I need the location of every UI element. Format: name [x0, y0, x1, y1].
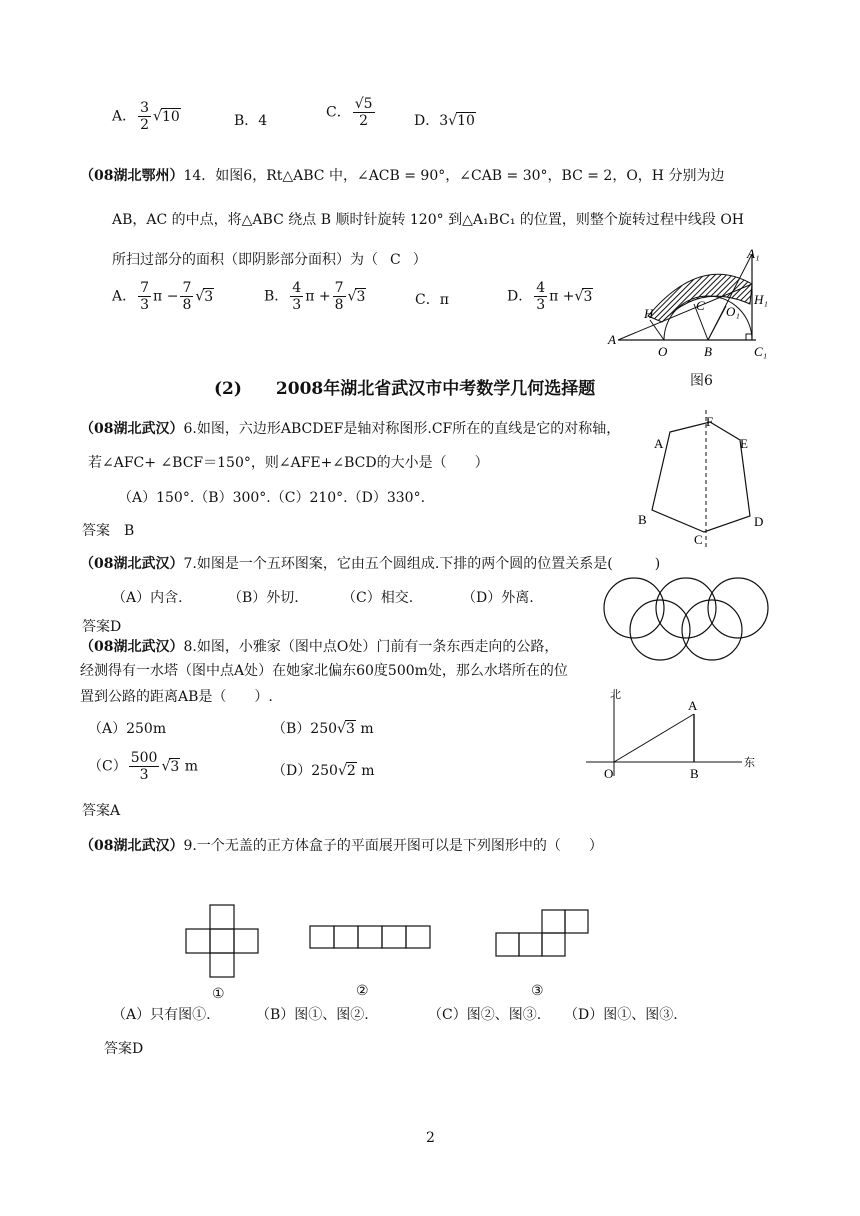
option-label: B． [264, 288, 289, 305]
q8-line2: 经测得有一水塔（图中点A处）在她家北偏东60度500m处，那么水塔所在的位 [80, 663, 568, 679]
q14-line2: AB，AC 的中点，将△ABC 绕点 B 顺时针旋转 120° 到△A₁BC₁ 的位置，则整个旋转过程中线段 OH [112, 212, 745, 228]
right-angle-mark [746, 334, 752, 340]
label-f: F [706, 414, 714, 429]
net-2-label: ② [356, 983, 369, 999]
label-c1: C₁ [754, 344, 768, 359]
label-o: O [658, 344, 668, 359]
question-text: 8.如图，小雅家（图中点O处）门前有一条东西走向的公路， [183, 639, 559, 655]
label-h1: H₁ [754, 292, 768, 307]
q14-line3 [112, 249, 427, 269]
bracket-close: ） [412, 252, 427, 268]
question-source: （08湖北武汉） [80, 421, 184, 437]
line-o-h [650, 320, 664, 340]
label-north: 北 [610, 689, 621, 701]
numerator: 3 [140, 100, 150, 116]
option-label: D． [507, 288, 533, 305]
numerator: √5 [354, 96, 373, 112]
denominator: 2 [359, 113, 369, 130]
numerator: 500 [130, 750, 158, 766]
q8-option-c [88, 750, 198, 783]
numerator: 7 [334, 280, 344, 296]
label-c: C [694, 532, 703, 547]
figure-6-caption: 图6 [690, 373, 713, 389]
five-rings-diagram [596, 574, 776, 664]
q7-option-a: （A）内含. [112, 590, 183, 606]
sqrt-sign: √ [337, 721, 346, 737]
question-text: 6.如图，六边形ABCDEF是轴对称图形.CF所在的直线是它的对称轴， [183, 421, 621, 437]
denominator: 2 [140, 117, 150, 134]
net-3-label: ③ [531, 983, 544, 999]
sqrt-sign: √ [153, 108, 162, 125]
compass-diagram [586, 686, 766, 786]
net-2 [310, 926, 430, 948]
question-source: （08湖北武汉） [80, 838, 184, 854]
q13-option-c [326, 96, 377, 129]
option-label: A． [112, 108, 137, 125]
ring-bottom-right [682, 600, 742, 660]
ring-top-middle [656, 578, 716, 638]
radicand: 3 [170, 758, 180, 775]
unit: m [356, 763, 375, 779]
label-a: A [688, 698, 698, 713]
q6-line1 [80, 418, 620, 438]
page-number: 2 [426, 1130, 435, 1146]
q14-option-a [112, 280, 214, 313]
net-1-label: ① [212, 986, 225, 1002]
label-o: O [604, 766, 614, 781]
radicand: 2 [346, 763, 356, 779]
q6-answer: 答案 B [82, 523, 135, 539]
question-source: （08湖北武汉） [80, 556, 184, 572]
q7-option-d: （D）外离. [462, 590, 534, 606]
radicand: 3 [204, 288, 214, 305]
coefficient: 250 [311, 763, 338, 779]
question-text: 所扫过部分的面积（即阴影部分面积）为（ [112, 252, 378, 268]
label-b: B [690, 766, 699, 781]
numerator: 4 [292, 280, 302, 296]
label-a: A [608, 332, 616, 347]
radicand: 3 [356, 288, 366, 305]
section-heading [214, 374, 595, 399]
sqrt-sign: √ [574, 288, 584, 305]
fraction [138, 100, 151, 133]
q8-option-a: （A）250m [88, 721, 167, 737]
fraction [534, 280, 547, 313]
operator: π − [153, 288, 179, 305]
fraction [180, 280, 193, 313]
q6-options: （A）150°.（B）300°.（C）210°.（D）330°. [118, 490, 426, 506]
q14-line1 [80, 165, 724, 185]
fraction [353, 96, 375, 129]
numerator: 7 [140, 280, 150, 296]
sqrt-sign: √ [161, 758, 171, 775]
denominator: 3 [292, 297, 302, 314]
denominator: 3 [536, 297, 546, 314]
q14-option-b [264, 280, 366, 313]
fraction [129, 750, 160, 783]
label-a1: A₁ [747, 246, 760, 261]
radicand: 3 [583, 288, 593, 305]
option-label: A． [112, 288, 137, 305]
q14-option-d [507, 280, 593, 313]
hexagon [652, 422, 750, 532]
section-title: 2008年湖北省武汉市中考数学几何选择题 [275, 379, 596, 399]
sqrt-sign: √ [347, 288, 357, 305]
denominator: 3 [140, 297, 150, 314]
unit: m [180, 758, 199, 775]
q7-option-c: （C）相交. [342, 590, 414, 606]
section-number: (2) [214, 379, 242, 399]
q8-option-b [272, 718, 374, 738]
sqrt-sign: √ [448, 113, 458, 129]
question-text: 14．如图6，Rt△ABC 中，∠ACB = 90°，∠CAB = 30°，BC = 2，O，H 分别为边 [183, 168, 725, 184]
radicand: 10 [457, 113, 475, 129]
fraction [333, 280, 346, 313]
q7-option-b: （B）外切. [228, 590, 299, 606]
ring-top-right [708, 578, 768, 638]
label-d: D [754, 514, 764, 529]
numerator: 4 [536, 280, 546, 296]
label-a: A [654, 436, 664, 451]
hexagon-diagram [634, 410, 774, 550]
net-3 [496, 910, 588, 956]
q9-option-a: （A）只有图①. [112, 1007, 211, 1023]
question-text: 7.如图是一个五环图案，它由五个圆组成.下排的两个圆的位置关系是( ) [183, 556, 661, 572]
option-label: （C） [88, 758, 127, 775]
label-b: B [638, 512, 647, 527]
option-label: （B） [272, 721, 311, 737]
line-oa [614, 714, 694, 762]
label-e: E [740, 436, 748, 451]
q9-answer: 答案D [104, 1041, 144, 1057]
label-east: 东 [744, 757, 755, 769]
net-1 [186, 905, 258, 977]
label-c: C [696, 298, 705, 313]
option-label: D． [414, 113, 440, 129]
question-text: 9.一个无盖的正方体盒子的平面展开图可以是下列图形中的（ ） [183, 838, 603, 854]
q6-line2: 若∠AFC+ ∠BCF＝150°，则∠AFE+∠BCD的大小是（ ） [88, 455, 489, 471]
operator: π + [549, 288, 575, 305]
q7-line1 [80, 553, 660, 573]
fraction [138, 280, 151, 313]
unit: m [355, 721, 374, 737]
coefficient: 3 [439, 113, 449, 129]
denominator: 3 [139, 767, 149, 784]
q13-option-d [414, 110, 476, 130]
ring-top-left [604, 578, 664, 638]
figure-6-diagram [604, 244, 784, 364]
q13-option-b: B．4 [234, 113, 268, 129]
option-label: （D） [272, 763, 312, 779]
sqrt-sign: √ [195, 288, 205, 305]
question-source: （08湖北武汉） [80, 639, 184, 655]
denominator: 8 [334, 297, 344, 314]
q9-option-c: （C）图②、图③. [428, 1007, 542, 1023]
option-label: C． [326, 104, 351, 121]
sqrt-sign: √ [337, 763, 347, 779]
label-b: B [704, 344, 712, 359]
label-h: H [644, 306, 654, 321]
operator: π + [305, 288, 331, 305]
label-o1: O₁ [726, 304, 740, 319]
line-b-o1 [708, 306, 726, 340]
numerator: 7 [182, 280, 192, 296]
filled-answer: C [390, 252, 401, 268]
q13-option-a [112, 100, 181, 133]
denominator: 8 [182, 297, 192, 314]
q9-option-d: （D）图①、图③. [564, 1007, 678, 1023]
q9-option-b: （B）图①、图②. [256, 1007, 369, 1023]
q8-option-d [272, 760, 375, 780]
q14-option-c: C．π [415, 292, 449, 308]
q9-line1 [80, 835, 603, 855]
question-source: （08湖北鄂州） [80, 168, 184, 184]
fraction [290, 280, 303, 313]
coefficient: 250 [310, 721, 338, 737]
radicand: 10 [161, 108, 180, 125]
q7-answer: 答案D [82, 619, 122, 635]
ring-bottom-left [630, 600, 690, 660]
q8-answer: 答案A [82, 803, 121, 819]
radicand: 3 [345, 721, 355, 737]
q8-line1 [80, 636, 558, 656]
q8-line3: 置到公路的距离AB是（ ）. [80, 689, 273, 705]
